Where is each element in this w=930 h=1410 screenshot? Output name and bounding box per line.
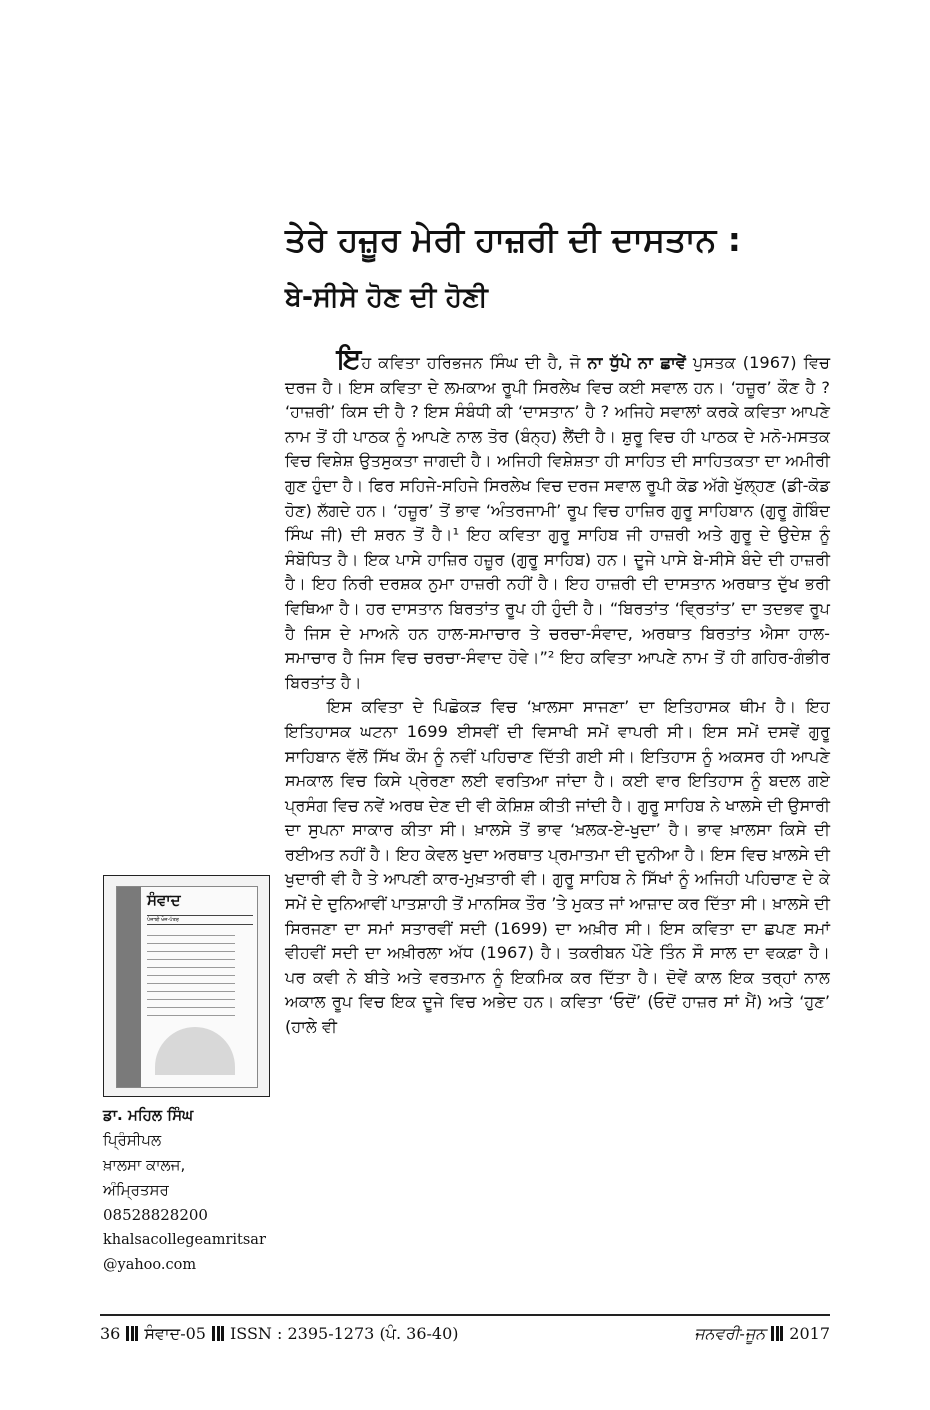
- cover-contents-line: [147, 1007, 235, 1008]
- author-block: [103, 1103, 278, 1278]
- cover-subtitle: ਪੰਜਾਬੀ ਖੋਜ-ਪੱਤਰ: [147, 915, 253, 925]
- page-footer: [100, 1321, 830, 1347]
- paragraph-1-intro: ਹ ਕਵਿਤਾ ਹਰਿਭਜਨ ਸਿੰਘ ਦੀ ਹੈ, ਜੋ: [361, 353, 588, 372]
- drop-cap: ਇ: [337, 342, 362, 375]
- barcode-separator-icon: [212, 1326, 224, 1341]
- barcode-separator-icon: [771, 1326, 783, 1341]
- page-range: (ਪੰ. 36-40): [379, 1324, 459, 1343]
- cover-contents-line: [147, 975, 235, 976]
- author-email-part2: @yahoo.com: [103, 1257, 197, 1273]
- footer-rule: [100, 1314, 830, 1316]
- cover-spine-band: [117, 887, 141, 1087]
- cover-magazine-name: ਸੰਵਾਦ: [147, 891, 181, 909]
- paragraph-1: [285, 342, 830, 695]
- cover-contents-line: [147, 959, 235, 960]
- cover-contents-line: [147, 1015, 235, 1016]
- magazine-cover-image: [103, 875, 270, 1097]
- author-city: ਅੰਮ੍ਰਿਤਸਰ: [103, 1181, 169, 1199]
- issn: ISSN : 2395-1273: [229, 1324, 375, 1343]
- cover-contents-line: [147, 943, 235, 944]
- cover-contents-line: [147, 951, 235, 952]
- article-subtitle: ਬੇ-ਸੀਸੇ ਹੋਣ ਦੀ ਹੋਣੀ: [285, 282, 488, 313]
- footer-left: [100, 1321, 459, 1347]
- journal-name: ਸੰਵਾਦ-05: [144, 1324, 206, 1343]
- cover-contents-line: [147, 967, 235, 968]
- author-phone: 08528828200: [103, 1206, 208, 1224]
- issue-year: 2017: [789, 1324, 830, 1343]
- author-college: ਖ਼ਾਲਸਾ ਕਾਲਜ,: [103, 1156, 186, 1174]
- book-title: ਨਾ ਧੁੱਪੇ ਨਾ ਛਾਵੇਂ: [587, 353, 686, 372]
- author-designation: ਪ੍ਰਿੰਸੀਪਲ: [103, 1131, 162, 1149]
- paragraph-2: ਇਸ ਕਵਿਤਾ ਦੇ ਪਿਛੋਕੜ ਵਿਚ ‘ਖ਼ਾਲਸਾ ਸਾਜਣਾ’ ਦਾ ਇਤਿਹਾਸਕ ਥੀਮ ਹੈ। ਇਹ ਇਤਿਹਾਸਕ ਘਟਨਾ 1699 ਈਸਵੀਂ ਦੀ ਵਿਸਾਖੀ ਸਮੇਂ ਵਾਪਰੀ ਸੀ। ਇਸ ਸਮੇਂ ਦਸਵੇਂ ਗੁਰੂ ਸਾਹਿਬਾਨ ਵੱਲੋਂ ਸਿੱਖ ਕੌਮ ਨੂੰ ਨਵੀਂ ਪਹਿਚਾਣ ਦਿੱਤੀ ਗਈ ਸੀ। ਇਤਿਹਾਸ ਨੂੰ ਅਕਸਰ ਹੀ ਆਪਣੇ ਸਮਕਾਲ ਵਿਚ ਕਿਸੇ ਪ੍ਰੇਰਣਾ ਲਈ ਵਰਤਿਆ ਜਾਂਦਾ ਹੈ। ਕਈ ਵਾਰ ਇਤਿਹਾਸ ਨੂੰ ਬਦਲ ਗਏ ਪ੍ਰਸੰਗ ਵਿਚ ਨਵੇਂ ਅਰਥ ਦੇਣ ਦੀ ਵੀ ਕੋਸ਼ਿਸ਼ ਕੀਤੀ ਜਾਂਦੀ ਹੈ। ਗੁਰੂ ਸਾਹਿਬ ਨੇ ਖਾਲਸੇ ਦੀ ਉਸਾਰੀ ਦਾ ਸੁਪਨਾ ਸਾਕਾਰ ਕੀਤਾ ਸੀ। ਖ਼ਾਲਸੇ ਤੋਂ ਭਾਵ ‘ਖ਼ਲਕ-ਏ-ਖੁਦਾ’ ਹੈ। ਭਾਵ ਖ਼ਾਲਸਾ ਕਿਸੇ ਦੀ ਰਈਅਤ ਨਹੀਂ ਹੈ। ਇਹ ਕੇਵਲ ਖੁਦਾ ਅਰਥਾਤ ਪ੍ਰਮਾਤਮਾ ਦੀ ਦੁਨੀਆ ਹੈ। ਇਸ ਵਿਚ ਖ਼ਾਲਸੇ ਦੀ ਖੁਦਾਰੀ ਵੀ ਹੈ ਤੇ ਆਪਣੀ ਕਾਰ-ਮੁਖ਼ਤਾਰੀ ਵੀ। ਗੁਰੂ ਸਾਹਿਬ ਨੇ ਸਿੱਖਾਂ ਨੂੰ ਅਜਿਹੀ ਪਹਿਚਾਣ ਦੇ ਕੇ ਸਮੇਂ ਦੇ ਦੁਨਿਆਵੀਂ ਪਾਤਸ਼ਾਹੀ ਤੋਂ ਮਾਨਸਿਕ ਤੌਰ ’ਤੇ ਮੁਕਤ ਜਾਂ ਆਜ਼ਾਦ ਕਰ ਦਿੱਤਾ ਸੀ। ਖ਼ਾਲਸੇ ਦੀ ਸਿਰਜਣਾ ਦਾ ਸਮਾਂ ਸਤਾਰਵੀਂ ਸਦੀ (1699) ਦਾ ਅਖ਼ੀਰ ਸੀ। ਇਸ ਕਵਿਤਾ ਦਾ ਛਪਣ ਸਮਾਂ ਵੀਹਵੀਂ ਸਦੀ ਦਾ ਅਖ਼ੀਰਲਾ ਅੱਧ (1967) ਹੈ। ਤਕਰੀਬਨ ਪੌਣੇ ਤਿੰਨ ਸੌ ਸਾਲ ਦਾ ਵਕਫ਼ਾ ਹੈ। ਪਰ ਕਵੀ ਨੇ ਬੀਤੇ ਅਤੇ ਵਰਤਮਾਨ ਨੂੰ ਇਕਮਿਕ ਕਰ ਦਿੱਤਾ ਹੈ। ਦੋਵੇਂ ਕਾਲ ਇਕ ਤਰ੍ਹਾਂ ਨਾਲ ਅਕਾਲ ਰੂਪ ਵਿਚ ਇਕ ਦੂਜੇ ਵਿਚ ਅਭੇਦ ਹਨ। ਕਵਿਤਾ ‘ਓਦੋਂ’ (ਓਦੋਂ ਹਾਜ਼ਰ ਸਾਂ ਮੈਂ) ਅਤੇ ‘ਹੁਣ’ (ਹਾਲੇ ਵੀ: [285, 697, 830, 1037]
- cover-building-illustration: [155, 1027, 235, 1075]
- issue-period: ਜਨਵਰੀ-ਜੂਨ: [694, 1324, 766, 1343]
- article-title: ਤੇਰੇ ਹਜ਼ੂਰ ਮੇਰੀ ਹਾਜ਼ਰੀ ਦੀ ਦਾਸਤਾਨ :: [285, 220, 741, 259]
- author-email-part1: khalsacollegeamritsar: [103, 1232, 266, 1248]
- author-name: ਡਾ. ਮਹਿਲ ਸਿੰਘ: [103, 1106, 194, 1124]
- cover-contents-line: [147, 935, 235, 936]
- cover-contents-line: [147, 983, 235, 984]
- page-number: 36: [100, 1324, 121, 1343]
- barcode-separator-icon: [126, 1326, 138, 1341]
- footer-right: [694, 1321, 830, 1347]
- cover-contents-line: [147, 991, 235, 992]
- article-body: [285, 342, 830, 1040]
- cover-page: [116, 886, 258, 1088]
- paragraph-1-text: ਪੁਸਤਕ (1967) ਵਿਚ ਦਰਜ ਹੈ। ਇਸ ਕਵਿਤਾ ਦੇ ਲਮਕਾਅ ਰੂਪੀ ਸਿਰਲੇਖ ਵਿਚ ਕਈ ਸਵਾਲ ਹਨ। ‘ਹਜ਼ੂਰ’ ਕੌਣ ਹੈ ? ‘ਹਾਜ਼ਰੀ’ ਕਿਸ ਦੀ ਹੈ ? ਇਸ ਸੰਬੰਧੀ ਕੀ ‘ਦਾਸਤਾਨ’ ਹੈ ? ਅਜਿਹੇ ਸਵਾਲਾਂ ਕਰਕੇ ਕਵਿਤਾ ਆਪਣੇ ਨਾਮ ਤੋਂ ਹੀ ਪਾਠਕ ਨੂੰ ਆਪਣੇ ਨਾਲ ਤੋਰ (ਬੰਨ੍ਹ) ਲੈਂਦੀ ਹੈ। ਸ਼ੁਰੂ ਵਿਚ ਹੀ ਪਾਠਕ ਦੇ ਮਨੋ-ਮਸਤਕ ਵਿਚ ਵਿਸ਼ੇਸ਼ ਉਤਸੁਕਤਾ ਜਾਗਦੀ ਹੈ। ਅਜਿਹੀ ਵਿਸ਼ੇਸ਼ਤਾ ਹੀ ਸਾਹਿਤ ਦੀ ਸਾਹਿਤਕਤਾ ਦਾ ਅਮੀਰੀ ਗੁਣ ਹੁੰਦਾ ਹੈ। ਫਿਰ ਸਹਿਜੇ-ਸਹਿਜੇ ਸਿਰਲੇਖ ਵਿਚ ਦਰਜ ਸਵਾਲ ਰੂਪੀ ਕੋਡ ਅੱਗੇ ਖੁੱਲ੍ਹਣ (ਡੀ-ਕੋਡ ਹੋਣ) ਲੱਗਦੇ ਹਨ। ‘ਹਜ਼ੂਰ’ ਤੋਂ ਭਾਵ ‘ਅੰਤਰਜਾਮੀ’ ਰੂਪ ਵਿਚ ਹਾਜ਼ਿਰ ਗੁਰੂ ਸਾਹਿਬਾਨ (ਗੁਰੂ ਗੋਬਿੰਦ ਸਿੰਘ ਜੀ) ਦੀ ਸ਼ਰਨ ਤੋਂ ਹੈ।¹ ਇਹ ਕਵਿਤਾ ਗੁਰੂ ਸਾਹਿਬ ਜੀ ਹਾਜ਼ਰੀ ਅਤੇ ਗੁਰੂ ਦੇ ਉਦੇਸ਼ ਨੂੰ ਸੰਬੋਧਿਤ ਹੈ। ਇਕ ਪਾਸੇ ਹਾਜ਼ਿਰ ਹਜ਼ੂਰ (ਗੁਰੂ ਸਾਹਿਬ) ਹਨ। ਦੂਜੇ ਪਾਸੇ ਬੇ-ਸੀਸੇ ਬੰਦੇ ਦੀ ਹਾਜ਼ਰੀ ਹੈ। ਇਹ ਨਿਰੀ ਦਰਸ਼ਕ ਨੁਮਾ ਹਾਜ਼ਰੀ ਨਹੀਂ ਹੈ। ਇਹ ਹਾਜ਼ਰੀ ਦੀ ਦਾਸਤਾਨ ਅਰਥਾਤ ਦੁੱਖ ਭਰੀ ਵਿਥਿਆ ਹੈ। ਹਰ ਦਾਸਤਾਨ ਬਿਰਤਾਂਤ ਰੂਪ ਹੀ ਹੁੰਦੀ ਹੈ। “ਬਿਰਤਾਂਤ ‘ਵ੍ਰਿਤਾਂਤ’ ਦਾ ਤਦਭਵ ਰੂਪ ਹੈ ਜਿਸ ਦੇ ਮਾਅਨੇ ਹਨ ਹਾਲ-ਸਮਾਚਾਰ ਤੇ ਚਰਚਾ-ਸੰਵਾਦ, ਅਰਥਾਤ ਬਿਰਤਾਂਤ ਐਸਾ ਹਾਲ-ਸਮਾਚਾਰ ਹੈ ਜਿਸ ਵਿਚ ਚਰਚਾ-ਸੰਵਾਦ ਹੋਵੇ।”² ਇਹ ਕਵਿਤਾ ਆਪਣੇ ਨਾਮ ਤੋਂ ਹੀ ਗਹਿਰ-ਗੰਭੀਰ ਬਿਰਤਾਂਤ ਹੈ।: [285, 353, 830, 692]
- cover-contents-line: [147, 999, 235, 1000]
